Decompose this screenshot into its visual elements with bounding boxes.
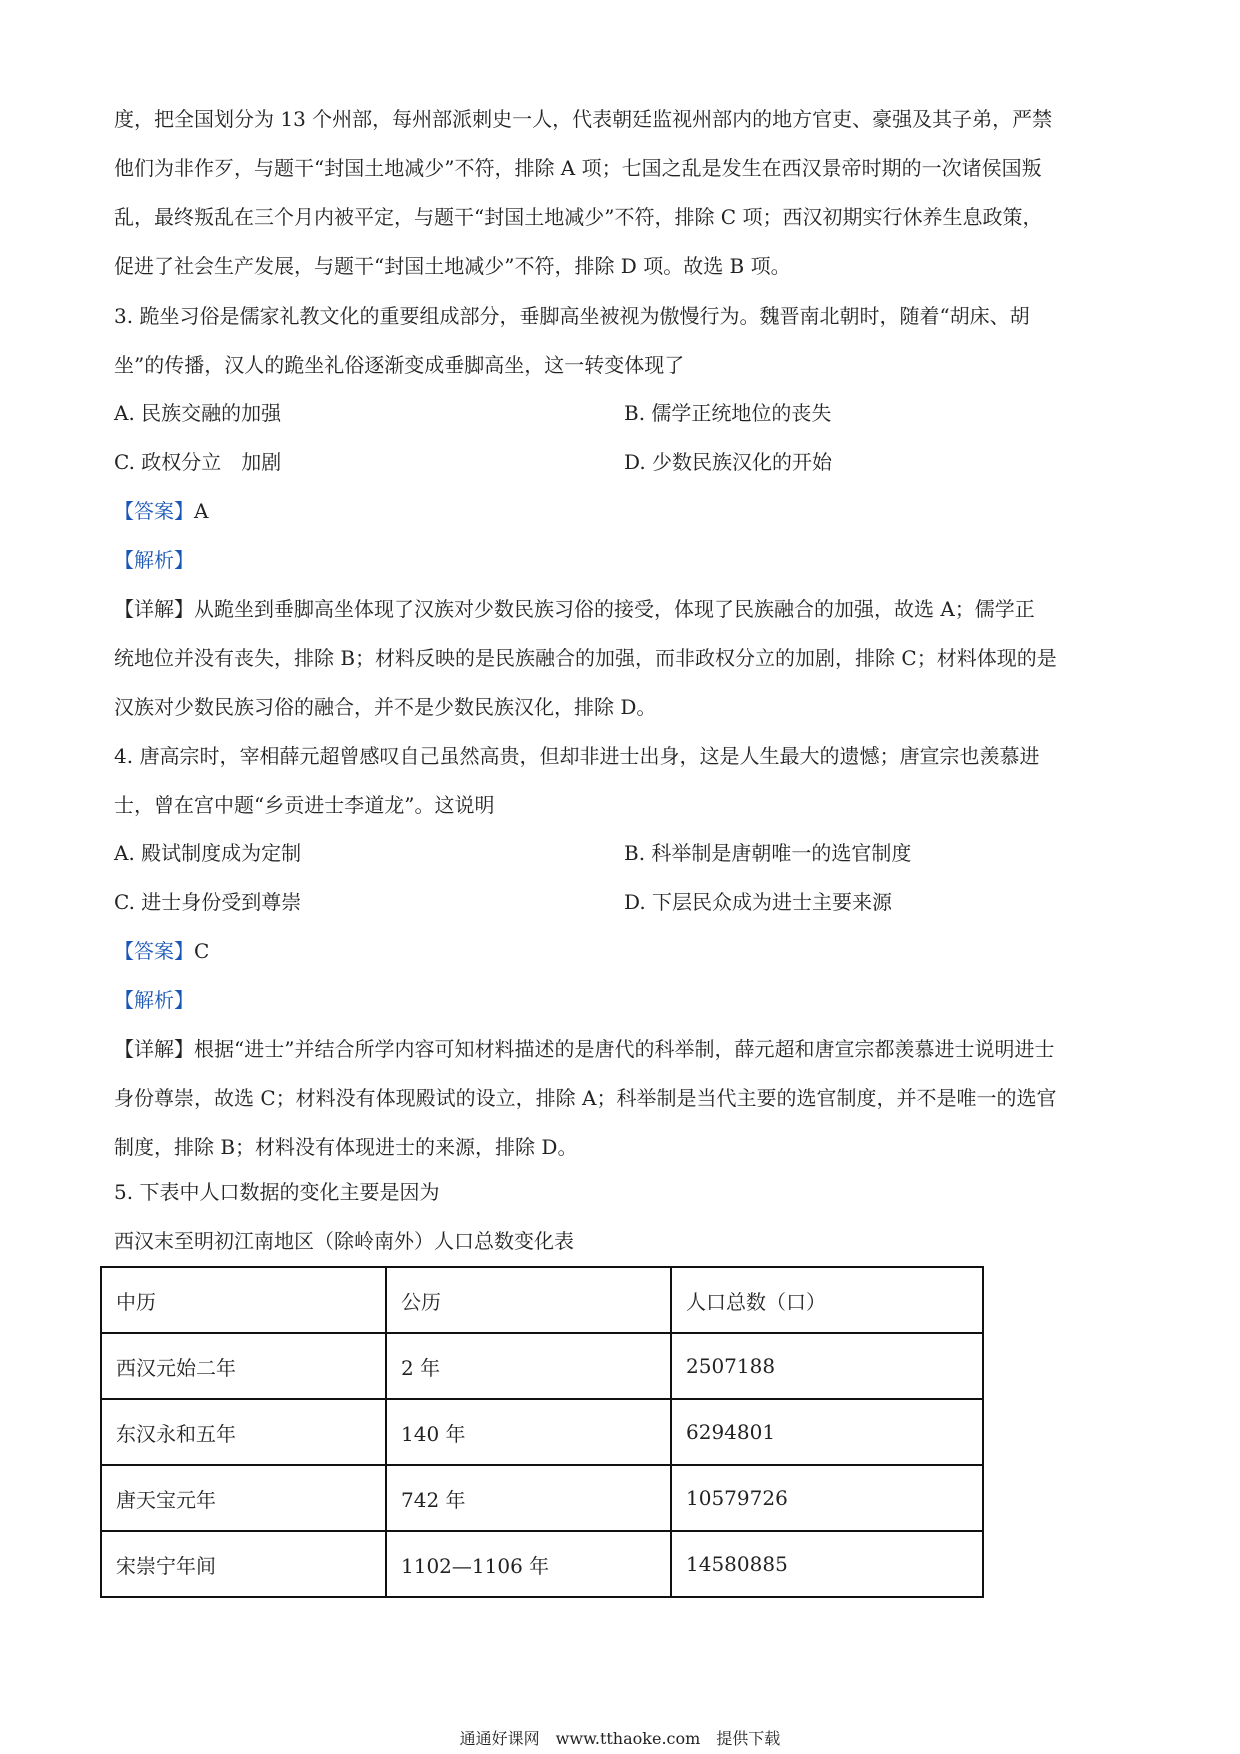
table-cell: 1102—1106 年 (386, 1531, 671, 1597)
question-3-stem (114, 292, 1134, 390)
table-cell: 唐天宝元年 (101, 1465, 386, 1531)
intro-paragraph (114, 95, 1134, 291)
question-4-stem (114, 732, 1134, 830)
table-cell: 14580885 (671, 1531, 983, 1597)
text-line: 【详解】根据“进士”并结合所学内容可知材料描述的是唐代的科举制，薛元超和唐宣宗都羡慕进士说明进士 (114, 1037, 1055, 1061)
text-line: 乱，最终叛乱在三个月内被平定，与题干“封国土地减少”不符，排除 C 项；西汉初期实行休养生息政策， (114, 205, 1043, 229)
detail-tag: 【详解】 (114, 1037, 194, 1061)
q3-option-d: D. 少数民族汉化的开始 (624, 450, 833, 474)
q4-option-d: D. 下层民众成为进士主要来源 (624, 890, 893, 914)
q4-option-c: C. 进士身份受到尊崇 (114, 890, 302, 914)
q3-option-b: B. 儒学正统地位的丧失 (624, 401, 832, 425)
answer-value: A (194, 499, 209, 523)
table-cell: 2 年 (386, 1333, 671, 1399)
q4-option-b: B. 科举制是唐朝唯一的选官制度 (624, 841, 912, 865)
page-footer: 通通好课网 www.tthaoke.com 提供下载 (459, 1729, 781, 1748)
table-cell: 宋崇宁年间 (101, 1531, 386, 1597)
text-line: 坐”的传播，汉人的跪坐礼俗逐渐变成垂脚高坐，这一转变体现了 (114, 353, 685, 377)
answer-value: C (194, 939, 210, 963)
q3-option-a: A. 民族交融的加强 (114, 401, 282, 425)
q4-analysis-tag: 【解析】 (114, 988, 194, 1012)
text-line: 4. 唐高宗时，宰相薛元超曾感叹自己虽然高贵，但却非进士出身，这是人生最大的遗憾；唐宣宗也羡慕进 (114, 744, 1040, 768)
table-header-row (101, 1267, 983, 1333)
text-line: 汉族对少数民族习俗的融合，并不是少数民族汉化，排除 D。 (114, 695, 657, 719)
table-row (101, 1333, 983, 1399)
table-row (101, 1399, 983, 1465)
text-line: 身份尊崇，故选 C；材料没有体现殿试的设立，排除 A；科举制是当代主要的选官制度，并不是唯一的选官 (114, 1086, 1057, 1110)
q4-detail (114, 1025, 1134, 1172)
q3-answer (114, 496, 208, 526)
header-cell: 公历 (386, 1267, 671, 1333)
q4-option-a: A. 殿试制度成为定制 (114, 841, 302, 865)
text-line: 制度，排除 B；材料没有体现进士的来源，排除 D。 (114, 1135, 578, 1159)
text-line: 统地位并没有丧失，排除 B；材料反映的是民族融合的加强，而非政权分立的加剧，排除 C；材料体现的是 (114, 646, 1057, 670)
table-cell: 6294801 (671, 1399, 983, 1465)
header-cell: 中历 (101, 1267, 386, 1333)
text-line: 士，曾在宫中题“乡贡进士李道龙”。这说明 (114, 793, 495, 817)
table-cell: 西汉元始二年 (101, 1333, 386, 1399)
text-line: 度，把全国划分为 13 个州部，每州部派刺史一人，代表朝廷监视州部内的地方官吏、豪强及其子弟，严禁 (114, 107, 1053, 131)
text-line: 【详解】从跪坐到垂脚高坐体现了汉族对少数民族习俗的接受，体现了民族融合的加强，故选 A；儒学正 (114, 597, 1035, 621)
detail-tag: 【详解】 (114, 597, 194, 621)
q4-answer (114, 936, 209, 966)
table-title: 西汉末至明初江南地区（除岭南外）人口总数变化表 (114, 1229, 574, 1253)
table-row (101, 1531, 983, 1597)
answer-tag: 【答案】 (114, 939, 194, 963)
table-cell: 10579726 (671, 1465, 983, 1531)
q3-analysis-tag: 【解析】 (114, 548, 194, 572)
answer-tag: 【答案】 (114, 499, 194, 523)
table-cell: 140 年 (386, 1399, 671, 1465)
q3-detail (114, 585, 1134, 732)
table-cell: 742 年 (386, 1465, 671, 1531)
header-cell: 人口总数（口） (671, 1267, 983, 1333)
text-line: 促进了社会生产发展，与题干“封国土地减少”不符，排除 D 项。故选 B 项。 (114, 254, 791, 278)
population-table (100, 1266, 984, 1598)
text-line: 3. 跪坐习俗是儒家礼教文化的重要组成部分，垂脚高坐被视为傲慢行为。魏晋南北朝时，随着“胡床、胡 (114, 304, 1030, 328)
table-cell: 东汉永和五年 (101, 1399, 386, 1465)
table-cell: 2507188 (671, 1333, 983, 1399)
text-line: 他们为非作歹，与题干“封国土地减少”不符，排除 A 项；七国之乱是发生在西汉景帝时期的一次诸侯国叛 (114, 156, 1042, 180)
table-row (101, 1465, 983, 1531)
q3-option-c: C. 政权分立 加剧 (114, 450, 282, 474)
question-5-stem: 5. 下表中人口数据的变化主要是因为 (114, 1180, 440, 1204)
